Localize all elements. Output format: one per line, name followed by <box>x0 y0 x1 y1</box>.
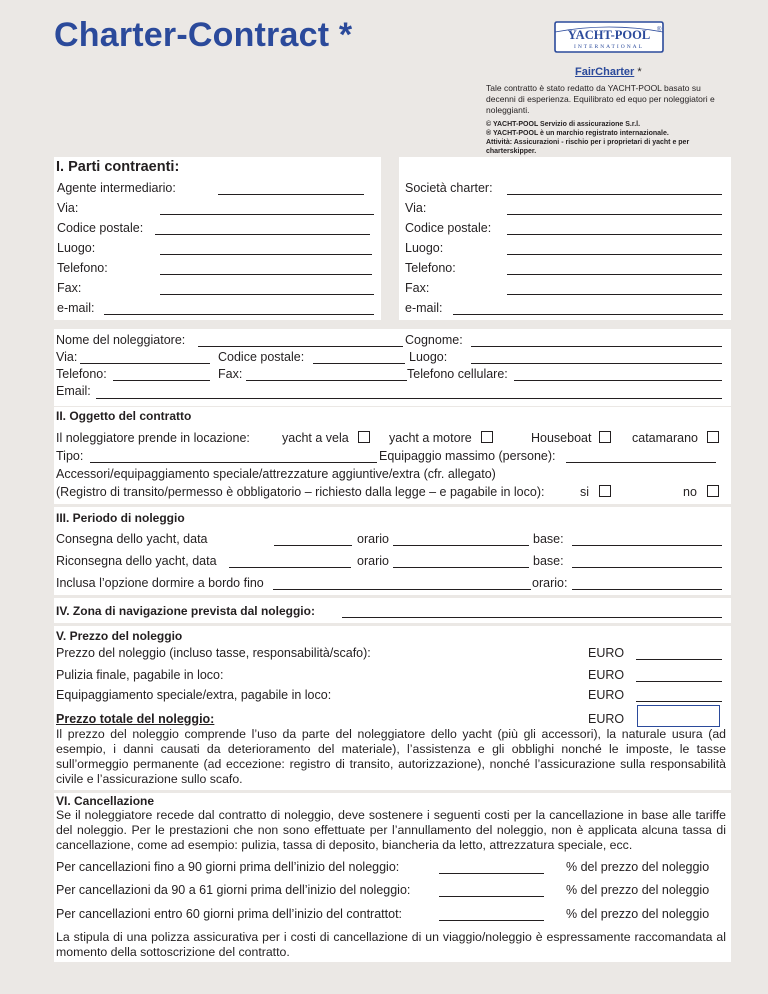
agent-fax-field[interactable] <box>160 294 374 295</box>
agent-phone-label: Telefono: <box>57 261 108 275</box>
renter-zip-label: Codice postale: <box>218 350 305 364</box>
renter-fax-field[interactable] <box>246 380 407 381</box>
agent-city-field[interactable] <box>160 254 372 255</box>
registry-no-checkbox[interactable] <box>707 485 719 497</box>
cancel-60-field[interactable] <box>439 920 544 921</box>
renter-city-field[interactable] <box>471 363 722 364</box>
option-catamaran-checkbox[interactable] <box>707 431 719 443</box>
sleep-aboard-field[interactable] <box>273 589 531 590</box>
company-zip-field[interactable] <box>507 234 722 235</box>
section-period-heading: III. Periodo di noleggio <box>56 511 185 525</box>
company-field[interactable] <box>507 194 722 195</box>
cancel-row-60: Per cancellazioni entro 60 giorni prima dell’inizio del contrattot: <box>56 907 403 921</box>
faircharter-title: FairCharter * <box>575 66 642 78</box>
accessories-label: Accessori/equipaggiamento speciale/attrezzature aggiuntive/extra (cfr. allegato) <box>56 467 496 481</box>
sleep-time-label: orario: <box>532 576 568 590</box>
agent-city-label: Luogo: <box>57 241 96 255</box>
return-label: Riconsegna dello yacht, data <box>56 554 217 568</box>
company-street-field[interactable] <box>507 214 722 215</box>
delivery-base-field[interactable] <box>572 545 722 546</box>
delivery-date-field[interactable] <box>274 545 352 546</box>
option-sail-label: yacht a vela <box>282 431 349 445</box>
page-title: Charter-Contract * <box>54 16 353 54</box>
company-zip-label: Codice postale: <box>405 221 492 235</box>
cancel-90-field[interactable] <box>439 873 544 874</box>
cancellation-description: Se il noleggiatore recede dal contratto di noleggio, deve sostenere i seguenti costi per la cancellazione in base alle tariffe del noleggio. Per le prestazioni che non sono effettuate per l’annullamento del noleggio, non è applicata alcuna tassa di cancellazione, come ad esempio: pulizia, tassa di deposito, biancheria da letto, attrezzatura speciale, ecc. <box>56 808 726 852</box>
cancel-row-90: Per cancellazioni fino a 90 giorni prima dell’inizio del noleggio: <box>56 860 400 874</box>
agent-zip-label: Codice postale: <box>57 221 144 235</box>
agent-phone-field[interactable] <box>160 274 372 275</box>
company-phone-label: Telefono: <box>405 261 456 275</box>
renter-mobile-label: Telefono cellulare: <box>407 367 508 381</box>
crew-field[interactable] <box>566 462 716 463</box>
cancel-60-pct: % del prezzo del noleggio <box>566 907 710 921</box>
zone-field[interactable] <box>342 617 722 618</box>
price-rent-field[interactable] <box>636 659 722 660</box>
option-motor-label: yacht a motore <box>389 431 472 445</box>
agent-email-label: e-mail: <box>57 301 95 315</box>
legal-notice: © YACHT-POOL Servizio di assicurazione S.r.l. ® YACHT-POOL è un marchio registrato internazionale. Attività: Assicurazioni - rischio per i proprietari di yacht e per charterskipper. <box>486 121 690 155</box>
renter-email-label: Email: <box>56 384 91 398</box>
rent-label: Il noleggiatore prende in locazione: <box>56 431 250 445</box>
delivery-time-field[interactable] <box>393 545 529 546</box>
total-price-label: Prezzo totale del noleggio: <box>56 712 215 726</box>
option-houseboat-label: Houseboat <box>531 431 592 445</box>
agent-email-field[interactable] <box>104 314 374 315</box>
return-date-field[interactable] <box>229 567 351 568</box>
price-rent-currency: EURO <box>588 646 625 660</box>
delivery-label: Consegna dello yacht, data <box>56 532 208 546</box>
renter-phone-field[interactable] <box>113 380 210 381</box>
renter-name-label: Nome del noleggiatore: <box>56 333 186 347</box>
registry-no-label: no <box>683 485 697 499</box>
agent-zip-field[interactable] <box>155 234 370 235</box>
price-row-rent: Prezzo del noleggio (incluso tasse, responsabilità/scafo): <box>56 646 371 660</box>
return-base-field[interactable] <box>572 567 722 568</box>
cancel-61-field[interactable] <box>439 896 544 897</box>
faircharter-description: Tale contratto è stato redatto da YACHT-POOL basato su decenni di esperienza. Equilibrato ed equo per noleggiatori e noleggianti. <box>486 83 715 115</box>
company-email-label: e-mail: <box>405 301 443 315</box>
logo-mark: ® <box>657 27 662 33</box>
price-row-cleaning: Pulizia finale, pagabile in loco: <box>56 668 224 682</box>
company-fax-label: Fax: <box>405 281 430 295</box>
section-zone-heading: IV. Zona di navigazione prevista dal noleggio: <box>56 604 315 618</box>
cancellation-insurance-note: La stipula di una polizza assicurativa per i costi di cancellazione di un viaggio/noleggio è espressamente raccomandata al momento della sottoscrizione del contratto. <box>56 930 726 959</box>
agent-street-field[interactable] <box>160 214 374 215</box>
option-catamaran-label: catamarano <box>632 431 699 445</box>
price-cleaning-currency: EURO <box>588 668 625 682</box>
renter-city-label: Luogo: <box>409 350 448 364</box>
type-label: Tipo: <box>56 449 84 463</box>
option-motor-checkbox[interactable] <box>481 431 493 443</box>
renter-street-field[interactable] <box>80 363 210 364</box>
agent-field[interactable] <box>218 194 364 195</box>
agent-label: Agente intermediario: <box>57 181 176 195</box>
cancel-61-pct: % del prezzo del noleggio <box>566 883 710 897</box>
renter-phone-label: Telefono: <box>56 367 107 381</box>
renter-surname-field[interactable] <box>471 346 722 347</box>
registry-yes-label: si <box>580 485 590 499</box>
delivery-base-label: base: <box>533 532 564 546</box>
company-label: Società charter: <box>405 181 493 195</box>
section-cancellation-heading: VI. Cancellazione <box>56 794 155 808</box>
price-cleaning-field[interactable] <box>636 681 722 682</box>
agent-street-label: Via: <box>57 201 79 215</box>
company-street-label: Via: <box>405 201 427 215</box>
section-price-heading: V. Prezzo del noleggio <box>56 629 183 643</box>
company-fax-field[interactable] <box>507 294 722 295</box>
company-phone-field[interactable] <box>507 274 722 275</box>
price-row-equipment: Equipaggiamento speciale/extra, pagabile in loco: <box>56 688 332 702</box>
option-sail-checkbox[interactable] <box>358 431 370 443</box>
price-equipment-currency: EURO <box>588 688 625 702</box>
renter-email-field[interactable] <box>96 398 722 399</box>
renter-zip-field[interactable] <box>313 363 405 364</box>
renter-surname-label: Cognome: <box>405 333 463 347</box>
total-price-field[interactable] <box>637 705 720 727</box>
logo-subtext: INTERNATIONAL <box>574 44 644 50</box>
sleep-aboard-label: Inclusa l’opzione dormire a bordo fino <box>56 576 264 590</box>
logo-text: YACHT-POOL <box>567 28 651 42</box>
renter-mobile-field[interactable] <box>514 380 722 381</box>
return-time-label: orario <box>357 554 389 568</box>
type-field[interactable] <box>90 462 377 463</box>
yacht-pool-logo <box>553 20 665 54</box>
sleep-time-field[interactable] <box>572 589 722 590</box>
crew-label: Equipaggio massimo (persone): <box>379 449 556 463</box>
renter-name-field[interactable] <box>198 346 403 347</box>
cancel-row-61: Per cancellazioni da 90 a 61 giorni prima dell’inizio del noleggio: <box>56 883 411 897</box>
return-base-label: base: <box>533 554 564 568</box>
option-houseboat-checkbox[interactable] <box>599 431 611 443</box>
cancel-90-pct: % del prezzo del noleggio <box>566 860 710 874</box>
company-city-field[interactable] <box>507 254 722 255</box>
registry-label: (Registro di transito/permesso è obbligatorio – richiesto dalla legge – e pagabile in loco): <box>56 485 545 499</box>
price-description: Il prezzo del noleggio comprende l’uso da parte del noleggiatore dello yacht (più gli accessori), la naturale usura (ad esempio, i danni causati da deterioramento del materiale), l’assistenza e gli obblighi nonché le imposte, le tasse sull’ormeggio permanente (ad eccezione: registro di transito, autorizzazione), nonché l’assicurazione sulla responsabilità civile e l’assicurazione sullo scafo. <box>56 727 726 786</box>
total-price-currency: EURO <box>588 712 625 726</box>
price-equipment-field[interactable] <box>636 701 722 702</box>
company-email-field[interactable] <box>453 314 723 315</box>
section-parties-heading: I. Parti contraenti: <box>56 159 180 175</box>
renter-street-label: Via: <box>56 350 78 364</box>
agent-fax-label: Fax: <box>57 281 82 295</box>
company-city-label: Luogo: <box>405 241 444 255</box>
renter-fax-label: Fax: <box>218 367 243 381</box>
return-time-field[interactable] <box>393 567 529 568</box>
delivery-time-label: orario <box>357 532 389 546</box>
registry-yes-checkbox[interactable] <box>599 485 611 497</box>
section-object-heading: II. Oggetto del contratto <box>56 409 192 423</box>
